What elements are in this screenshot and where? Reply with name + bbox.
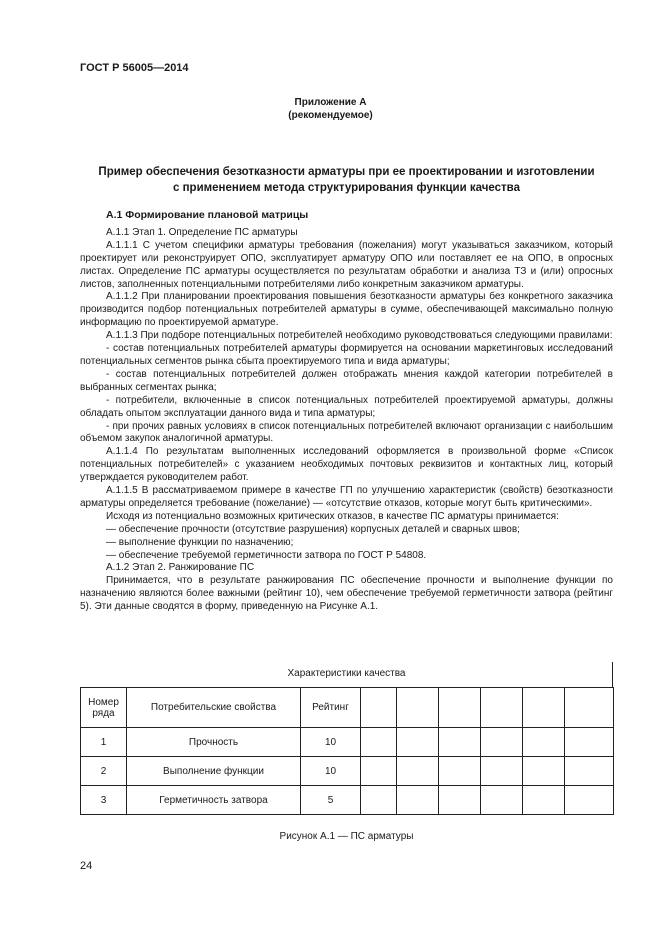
consumer-properties-table <box>80 687 614 815</box>
list-item: — обеспечение требуемой герметичности затвора по ГОСТ Р 54808. <box>106 549 427 561</box>
property-cell: Прочность <box>127 728 301 757</box>
figure-caption: Рисунок А.1 — ПС арматуры <box>279 831 414 842</box>
empty-cell <box>523 757 565 786</box>
empty-cell <box>397 688 439 728</box>
appendix-label <box>0 96 661 122</box>
table-row <box>81 728 614 757</box>
empty-cell <box>565 786 614 815</box>
empty-cell <box>361 728 397 757</box>
body-text <box>80 209 613 614</box>
property-cell: Герметичность затвора <box>127 786 301 815</box>
paragraph: Исходя из потенциально возможных критических отказов, в качестве ПС арматуры принимается: <box>106 510 559 522</box>
appendix-title: Приложение А <box>294 97 367 108</box>
appendix-heading <box>70 164 623 196</box>
empty-cell <box>439 688 481 728</box>
list-item: - потребители, включенные в список потенциальных потребителей проектируемой арматуры, должны обладать опытом эксплуатации данного вида и типа арматуры; <box>80 394 613 419</box>
paragraph: А.1.1.5 В рассматриваемом примере в качестве ГП по улучшению характеристик (свойств) безотказности арматуры определяется требование (пожелание) — «отсутствие отказов, которые могут быть критическими». <box>80 485 613 509</box>
section-heading: А.1 Формирование плановой матрицы <box>106 209 309 221</box>
paragraph: А.1.2 Этап 2. Ранжирование ПС <box>106 562 255 574</box>
empty-cell <box>481 688 523 728</box>
empty-cell <box>397 728 439 757</box>
empty-cell <box>361 757 397 786</box>
list-item: - при прочих равных условиях в список потенциальных потребителей включают организации с наибольшим объемом закупок аналогичной арматуры. <box>80 420 613 445</box>
header-right-border <box>612 662 613 688</box>
table-row <box>81 757 614 786</box>
empty-cell <box>481 757 523 786</box>
column-header-row-number: Номер ряда <box>81 688 127 728</box>
quality-characteristics-label: Характеристики качества <box>287 668 406 679</box>
empty-cell <box>361 688 397 728</box>
empty-cell <box>439 786 481 815</box>
column-header-rating: Рейтинг <box>301 688 361 728</box>
empty-cell <box>523 786 565 815</box>
document-standard-header: ГОСТ Р 56005—2014 <box>80 62 189 74</box>
empty-cell <box>397 786 439 815</box>
table-row <box>81 786 614 815</box>
row-number-cell: 2 <box>81 757 127 786</box>
empty-cell <box>523 688 565 728</box>
table-header-row <box>81 688 614 728</box>
list-item: - состав потенциальных потребителей должен отображать мнения каждой категории потребителей в выбранных сегментах рынка; <box>80 368 613 393</box>
rating-cell: 10 <box>301 728 361 757</box>
empty-cell <box>565 757 614 786</box>
empty-cell <box>439 728 481 757</box>
empty-cell <box>481 728 523 757</box>
paragraph: Принимается, что в результате ранжирования ПС обеспечение прочности и выполнение функции по назначению являются более важными (рейтинг 10), чем обеспечение требуемой герметичности затвора (рейтинг 5). Эти данные сводятся в форму, приведенную на Рисунке А.1. <box>80 575 613 613</box>
empty-cell <box>565 728 614 757</box>
appendix-heading-line-1: Пример обеспечения безотказности арматуры при ее проектировании и изготовлении <box>98 166 595 178</box>
rating-cell: 5 <box>301 786 361 815</box>
list-item: — обеспечение прочности (отсутствие разрушения) корпусных деталей и сварных швов; <box>106 523 520 535</box>
row-number-cell: 3 <box>81 786 127 815</box>
page-number: 24 <box>80 860 93 872</box>
appendix-status: (рекомендуемое) <box>288 110 373 121</box>
list-item: — выполнение функции по назначению; <box>106 536 294 548</box>
empty-cell <box>481 786 523 815</box>
paragraph: А.1.1.3 При подборе потенциальных потребителей необходимо руководствоваться следующими правилами: <box>106 330 613 342</box>
empty-cell <box>439 757 481 786</box>
paragraph: А.1.1.4 По результатам выполненных исследований оформляется в произвольной форме «Список потенциальных потребителей» с указанием необходимых почтовых реквизитов и контактных лиц, который утверждается руководителем работ. <box>80 446 613 484</box>
empty-cell <box>361 786 397 815</box>
empty-cell <box>565 688 614 728</box>
paragraph: А.1.1.2 При планировании проектирования повышения безотказности арматуры без конкретного заказчика производится подбор потенциальных потребителей арматуры в сумме, обеспечивающей максимально полную информацию по проектируемой арматуре. <box>80 291 613 329</box>
appendix-heading-line-2: с применением метода структурирования функции качества <box>173 182 520 194</box>
empty-cell <box>523 728 565 757</box>
paragraph: А.1.1.1 С учетом специфики арматуры требования (пожелания) могут указываться заказчиком, который проектирует или реконструирует ОПО, эксплуатирует арматуру ОПО или поставляет ее на ОПО, в опросных листах. Определение ПС арматуры осуществляется по результатам обработки и анализа ТЗ и (или) опросных листов, заполненных потенциальными потребителями либо конкретным заказчиком арматуры. <box>80 239 613 290</box>
list-item: - состав потенциальных потребителей арматуры формируется на основании маркетинговых исследований потенциальных сегментов рынка сбыта проектируемого типа и вида арматуры; <box>80 343 613 367</box>
empty-cell <box>397 757 439 786</box>
quality-characteristics-header <box>80 662 613 687</box>
paragraph: А.1.1 Этап 1. Определение ПС арматуры <box>106 226 298 238</box>
property-cell: Выполнение функции <box>127 757 301 786</box>
column-header-property: Потребительские свойства <box>127 688 301 728</box>
rating-cell: 10 <box>301 757 361 786</box>
row-number-cell: 1 <box>81 728 127 757</box>
